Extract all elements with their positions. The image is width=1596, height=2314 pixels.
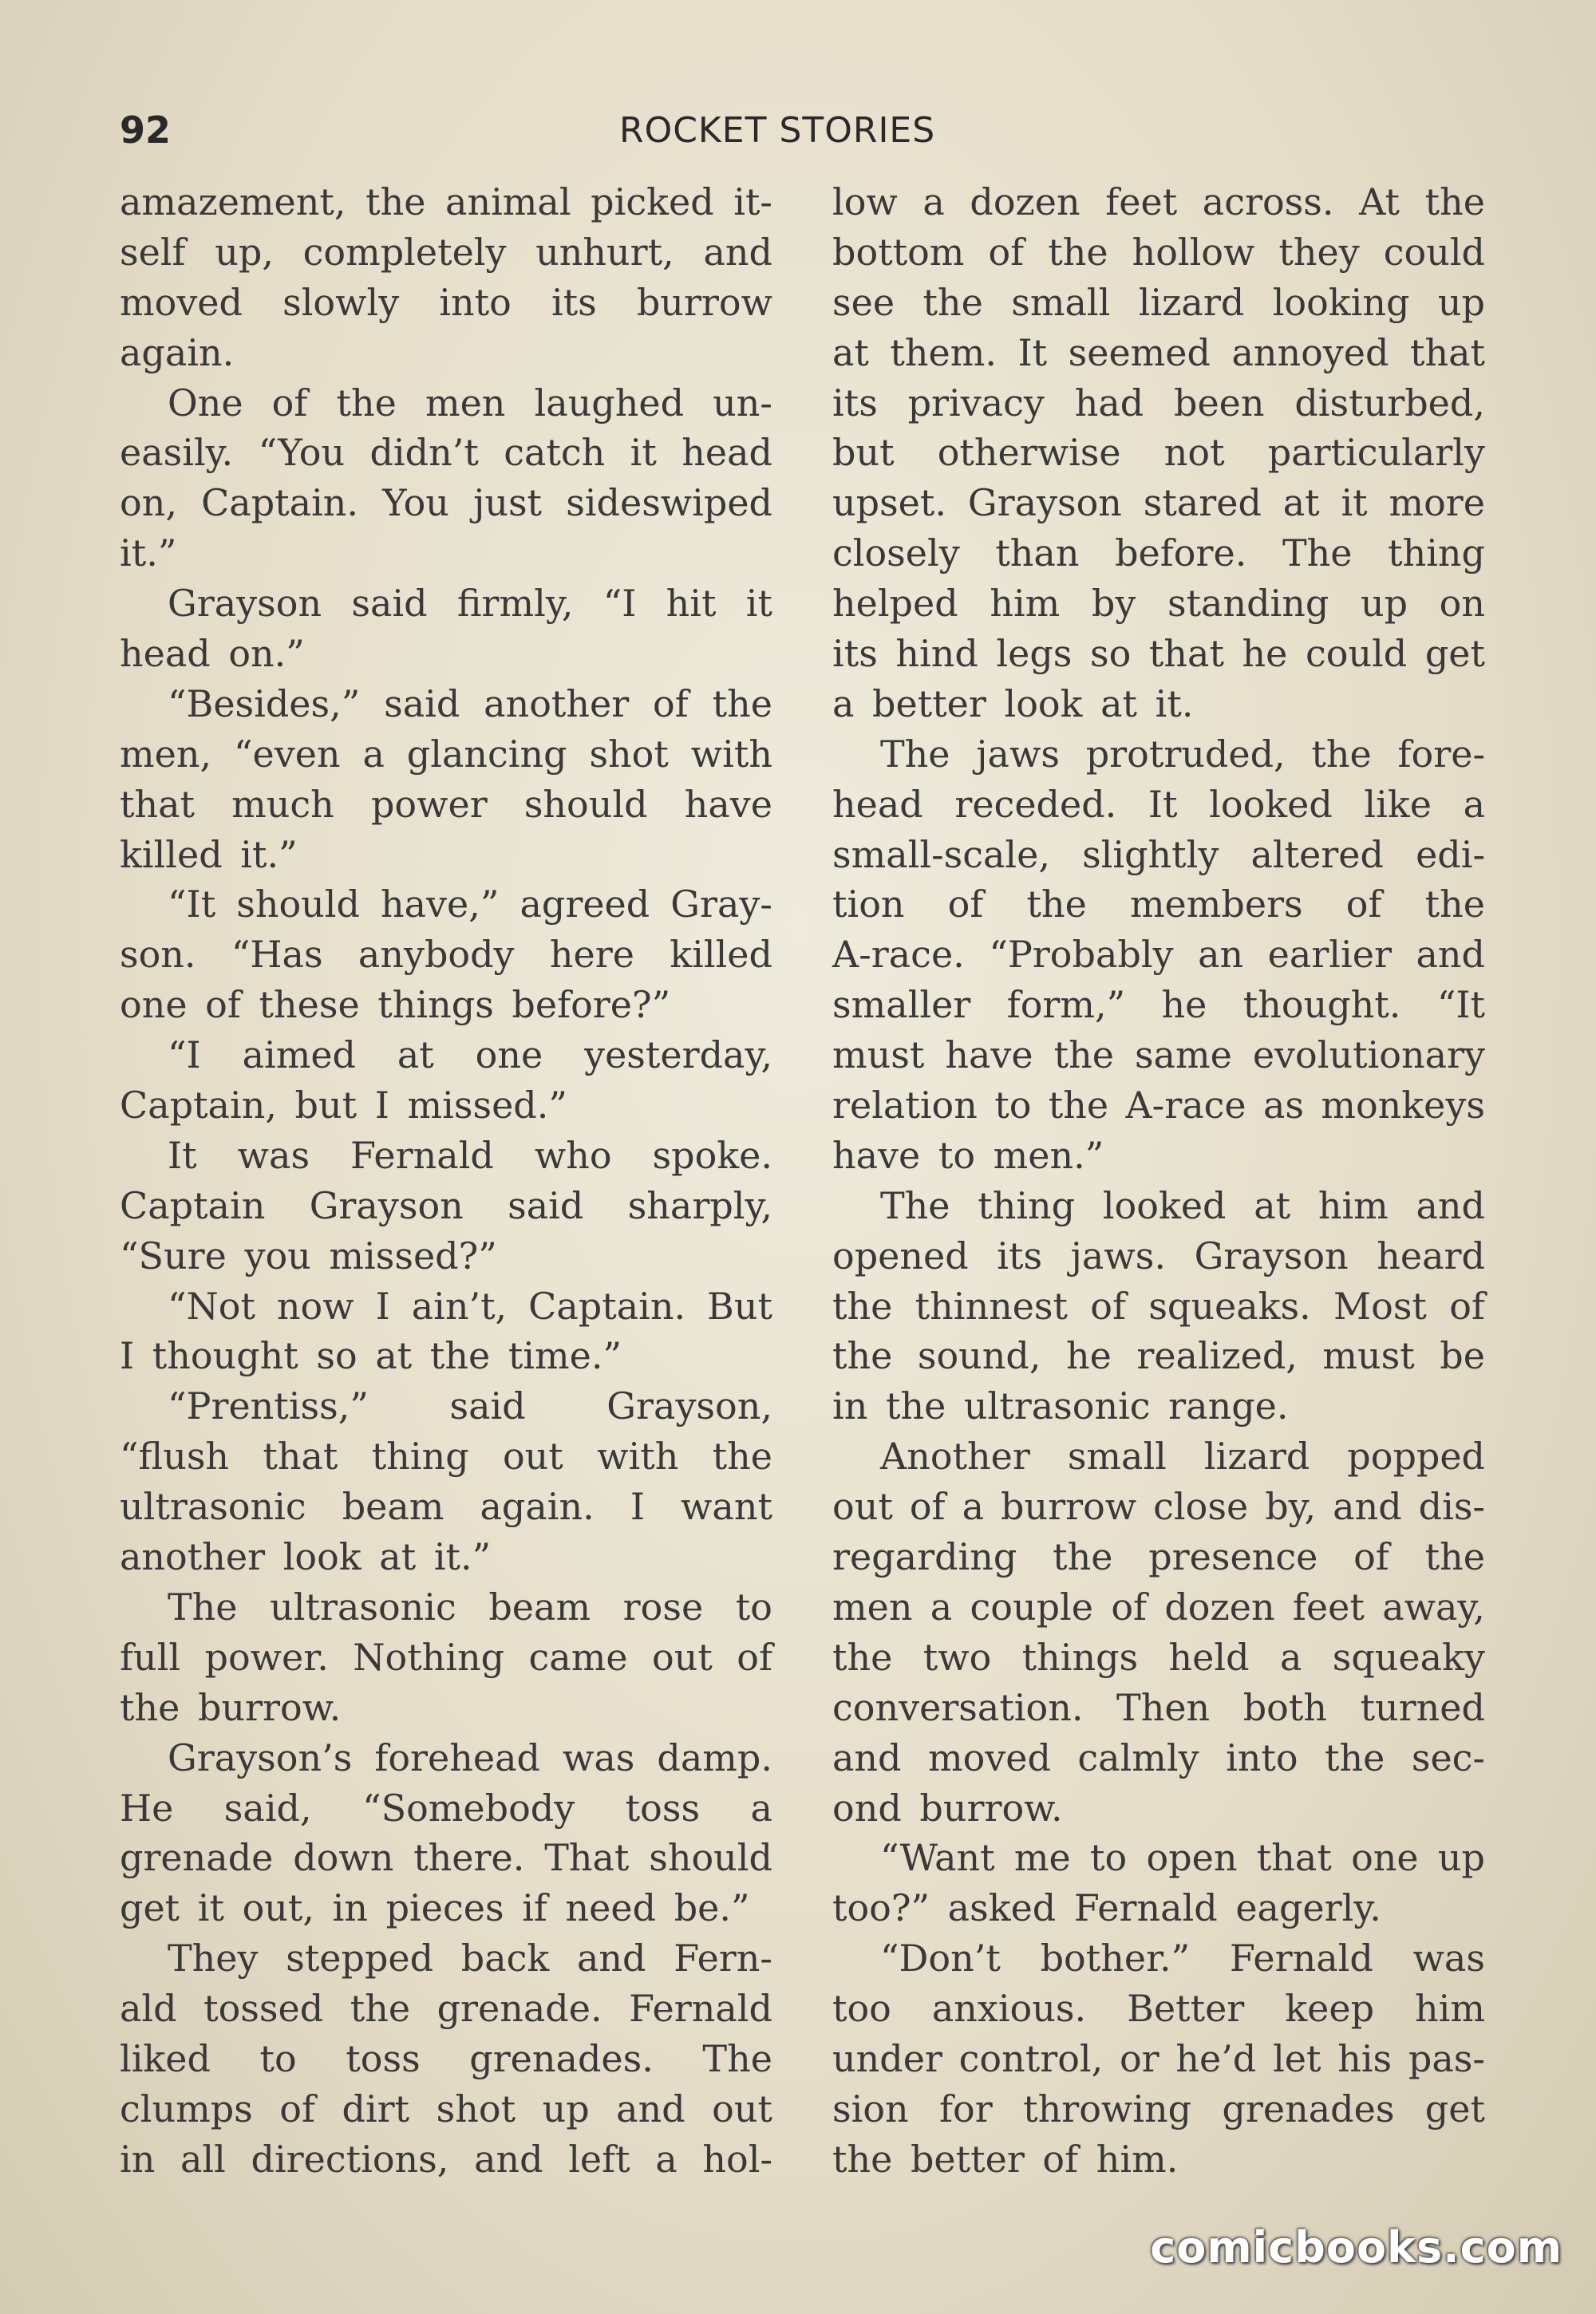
text-line: get it out, in pieces if need be.” (120, 1886, 750, 1930)
text-line: it.” (120, 531, 177, 575)
text-line: “Want me to open that one up (880, 1836, 1485, 1880)
text-line: One of the men laughed un- (168, 381, 772, 424)
text-line: self up, completely unhurt, and (120, 230, 772, 274)
text-line: ultrasonic beam again. I want (120, 1485, 772, 1529)
text-line: Grayson’s forehead was damp. (168, 1736, 772, 1779)
text-line: liked to toss grenades. The (120, 2036, 772, 2080)
text-line: easily. “You didn’t catch it head (120, 431, 772, 475)
text-line: tion of the members of the (832, 883, 1485, 926)
text-line: “It should have,” agreed Gray- (168, 883, 772, 926)
text-line: the sound, he realized, must be (832, 1334, 1485, 1378)
text-line: a better look at it. (832, 681, 1194, 725)
text-line: low a dozen feet across. At the (832, 180, 1485, 223)
text-line: but otherwise not particularly (832, 431, 1485, 475)
text-line: The thing looked at him and (880, 1183, 1485, 1227)
left-text-column (120, 177, 772, 2185)
text-line: killed it.” (120, 832, 298, 876)
text-line: Captain Grayson said sharply, (120, 1183, 772, 1227)
text-line: too anxious. Better keep him (832, 1987, 1485, 2031)
text-line: its privacy had been disturbed, (832, 381, 1485, 424)
text-line: helped him by standing up on (832, 582, 1485, 626)
text-line: relation to the A-race as monkeys (832, 1084, 1485, 1127)
text-line: must have the same evolutionary (832, 1033, 1485, 1077)
text-line: clumps of dirt shot up and out (120, 2087, 772, 2130)
text-line: A-race. “Probably an earlier and (832, 933, 1485, 977)
text-line: closely than before. The thing (832, 531, 1485, 575)
text-line: The jaws protruded, the fore- (880, 732, 1485, 776)
text-line: bottom of the hollow they could (832, 230, 1485, 274)
text-line: under control, or he’d let his pas- (832, 2036, 1485, 2080)
text-line: “flush that thing out with the (120, 1435, 772, 1479)
text-line: head on.” (120, 632, 305, 676)
text-line: at them. It seemed annoyed that (832, 330, 1485, 374)
text-line: amazement, the animal picked it- (120, 180, 772, 223)
text-line: out of a burrow close by, and dis- (832, 1485, 1485, 1529)
text-line: “Prentiss,” said Grayson, (168, 1384, 772, 1428)
text-line: smaller form,” he thought. “It (832, 983, 1485, 1027)
text-line: moved slowly into its burrow (120, 280, 772, 324)
text-line: conversation. Then both turned (832, 1685, 1485, 1729)
text-line: “I aimed at one yesterday, (168, 1033, 772, 1077)
text-line: Captain, but I missed.” (120, 1084, 567, 1127)
text-line: the burrow. (120, 1685, 342, 1729)
text-line: “Don’t bother.” Fernald was (880, 1937, 1485, 1980)
right-text-column (832, 177, 1485, 2185)
text-line: the better of him. (832, 2137, 1179, 2181)
text-line: on, Captain. You just sideswiped (120, 481, 772, 525)
text-line: one of these things before?” (120, 983, 671, 1027)
text-line: regarding the presence of the (832, 1535, 1485, 1579)
text-line: “Besides,” said another of the (168, 681, 772, 725)
text-line: that much power should have (120, 782, 772, 826)
watermark-text: comicbooks.com (1150, 2222, 1562, 2273)
text-line: sion for throwing grenades get (832, 2087, 1485, 2130)
text-line: men, “even a glancing shot with (120, 732, 772, 776)
text-line: the thinnest of squeaks. Most of (832, 1284, 1485, 1328)
text-line: “Not now I ain’t, Captain. But (168, 1284, 772, 1328)
text-line: They stepped back and Fern- (168, 1937, 772, 1980)
text-line: head receded. It looked like a (832, 782, 1485, 826)
text-line: have to men.” (832, 1133, 1104, 1177)
text-line: in all directions, and left a hol- (120, 2137, 772, 2181)
text-line: too?” asked Fernald eagerly. (832, 1886, 1381, 1930)
text-line: He said, “Somebody toss a (120, 1786, 772, 1830)
text-line: ond burrow. (832, 1786, 1063, 1830)
text-line: again. (120, 330, 235, 374)
text-line: grenade down there. That should (120, 1836, 772, 1880)
text-line: ald tossed the grenade. Fernald (120, 1987, 772, 2031)
running-head-title: ROCKET STORIES (619, 110, 936, 151)
text-line: The ultrasonic beam rose to (168, 1585, 772, 1629)
text-line: Another small lizard popped (880, 1435, 1485, 1479)
text-line: see the small lizard looking up (832, 280, 1485, 324)
text-line: another look at it.” (120, 1535, 492, 1579)
text-line: Grayson said firmly, “I hit it (168, 582, 772, 626)
text-line: It was Fernald who spoke. (168, 1133, 772, 1177)
text-line: upset. Grayson stared at it more (832, 481, 1485, 525)
text-line: in the ultrasonic range. (832, 1384, 1289, 1428)
text-line: men a couple of dozen feet away, (832, 1585, 1485, 1629)
text-line: small-scale, slightly altered edi- (832, 832, 1485, 876)
text-line: full power. Nothing came out of (120, 1635, 772, 1679)
page-number: 92 (120, 109, 172, 152)
text-line: opened its jaws. Grayson heard (832, 1234, 1485, 1277)
text-line: son. “Has anybody here killed (120, 933, 772, 977)
text-line: the two things held a squeaky (832, 1635, 1485, 1679)
text-line: its hind legs so that he could get (832, 632, 1485, 676)
text-line: and moved calmly into the sec- (832, 1736, 1485, 1779)
text-line: I thought so at the time.” (120, 1334, 622, 1378)
text-line: “Sure you missed?” (120, 1234, 497, 1277)
